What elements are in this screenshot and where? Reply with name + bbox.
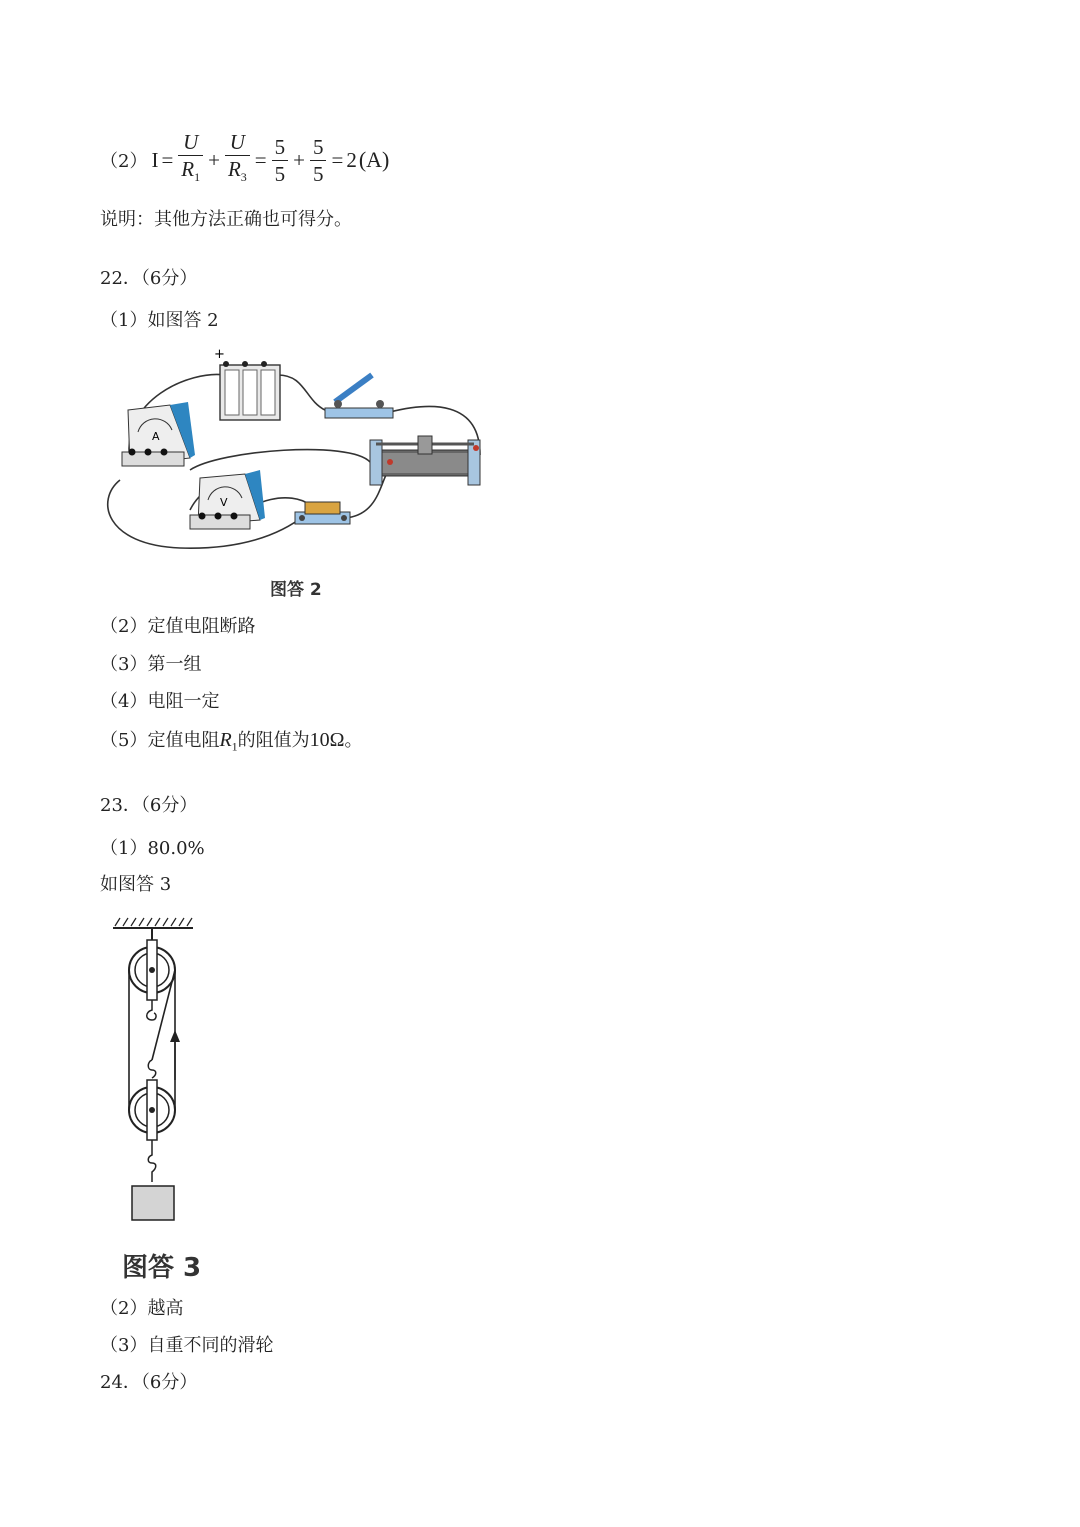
- q22-answer-2: （2）定值电阻断路: [100, 616, 256, 637]
- battery-icon: [214, 347, 280, 420]
- current-formula: [100, 128, 389, 192]
- q23-answer-1: （1）80.0%: [100, 838, 205, 859]
- fraction-numerator: 5: [312, 134, 324, 159]
- fraction-u-over-r1: [178, 129, 203, 190]
- q22-answer-4: （4）电阻一定: [100, 691, 220, 712]
- q22-answer-3: （3）第一组: [100, 654, 202, 675]
- equals-sign: =: [254, 147, 267, 172]
- rheostat-icon: [370, 436, 480, 485]
- fraction-numerator: U: [229, 130, 245, 155]
- fixed-pulley-icon: [129, 928, 175, 1020]
- ammeter-label: A: [152, 430, 160, 443]
- fraction-numerator: 5: [274, 134, 286, 159]
- equals-sign: =: [161, 147, 174, 172]
- figure-3-caption: 图答 3: [122, 1253, 202, 1283]
- formula-current-symbol: I: [151, 147, 159, 172]
- fraction-denominator: 5: [272, 160, 289, 187]
- circuit-diagram: [100, 340, 500, 570]
- q22-header: 22．（6分）: [100, 268, 198, 289]
- q23-answer-3: （3）自重不同的滑轮: [100, 1335, 274, 1356]
- ammeter-icon: [122, 402, 195, 466]
- plus-sign: +: [293, 147, 305, 172]
- fraction-denominator: $R_3$: [225, 155, 250, 190]
- q23-header: 23．（6分）: [100, 795, 198, 816]
- q22-answer-5: （5）定值电阻$R_1$的阻值为10Ω。: [100, 729, 363, 754]
- fraction-5-over-5: [310, 134, 327, 187]
- formula-unit: (A): [358, 147, 390, 172]
- equals-sign: =: [331, 147, 344, 172]
- fixed-resistor-icon: [295, 502, 350, 524]
- fraction-numerator: U: [183, 130, 199, 155]
- figure-2-caption: 图答 2: [270, 580, 322, 600]
- q22-answer-1: （1）如图答 2: [100, 310, 219, 331]
- q23-answer-2: （2）越高: [100, 1298, 184, 1319]
- plus-sign: +: [208, 147, 220, 172]
- ceiling-icon: [113, 918, 193, 928]
- switch-icon: [325, 375, 393, 418]
- pulley-diagram: [105, 910, 205, 1230]
- voltmeter-label: V: [220, 496, 228, 509]
- q24-header: 24．（6分）: [100, 1372, 198, 1393]
- fraction-u-over-r3: [225, 129, 250, 190]
- battery-plus-label: +: [214, 347, 225, 362]
- formula-result: 2: [346, 147, 357, 172]
- formula-prefix: （2）: [100, 151, 148, 172]
- weight-block: [132, 1186, 174, 1220]
- pull-arrow-icon: [170, 1030, 180, 1080]
- note-text: 说明：其他方法正确也可得分。: [100, 209, 352, 230]
- voltmeter-icon: [190, 470, 265, 529]
- fraction-denominator: $R_1$: [178, 155, 203, 190]
- q23-figure-reference: 如图答 3: [100, 874, 172, 895]
- fraction-denominator: 5: [310, 160, 327, 187]
- fraction-5-over-5: [272, 134, 289, 187]
- movable-pulley-icon: [129, 1060, 175, 1182]
